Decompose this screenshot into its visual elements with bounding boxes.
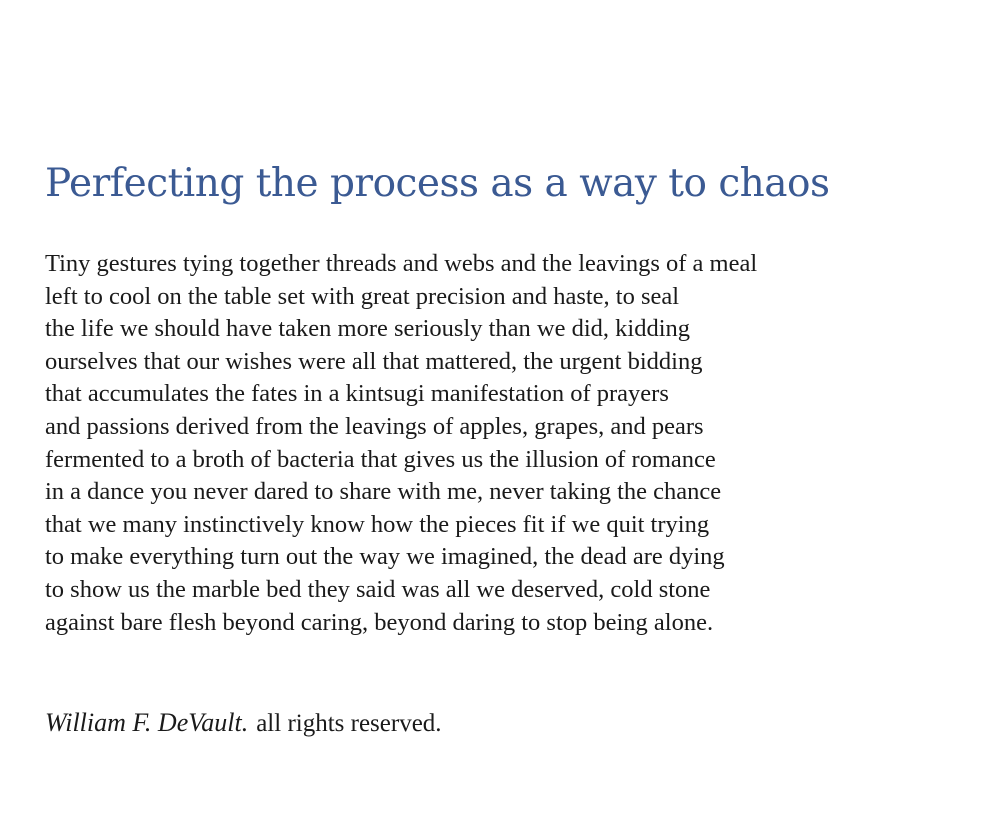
poem-line: Tiny gestures tying together threads and webs and the leavings of a meal xyxy=(45,250,758,277)
copyright-notice: all rights reserved. xyxy=(256,710,442,737)
poem-body xyxy=(45,248,757,639)
poem-line: left to cool on the table set with great precision and haste, to seal xyxy=(45,282,680,310)
poem-line: that accumulates the fates in a kintsugi manifestation of prayers xyxy=(45,380,669,408)
poem-line: to show us the marble bed they said was all we deserved, cold stone xyxy=(45,575,711,603)
poem-line: ourselves that our wishes were all that mattered, the urgent bidding xyxy=(45,347,703,375)
poem-title: Perfecting the process as a way to chaos xyxy=(45,161,830,206)
poem-line: against bare flesh beyond caring, beyond daring to stop being alone. xyxy=(45,608,714,636)
poem-line: in a dance you never dared to share with me, never taking the chance xyxy=(45,478,722,506)
credit-line xyxy=(45,705,442,741)
poem-line: to make everything turn out the way we imagined, the dead are dying xyxy=(45,543,725,571)
author-name: William F. DeVault. xyxy=(45,708,249,737)
poem-line: fermented to a broth of bacteria that gives us the illusion of romance xyxy=(45,445,716,473)
poem-line: that we many instinctively know how the pieces fit if we quit trying xyxy=(45,510,710,538)
poem-line: the life we should have taken more seriously than we did, kidding xyxy=(45,315,691,343)
poem-line: and passions derived from the leavings of apples, grapes, and pears xyxy=(45,412,704,440)
